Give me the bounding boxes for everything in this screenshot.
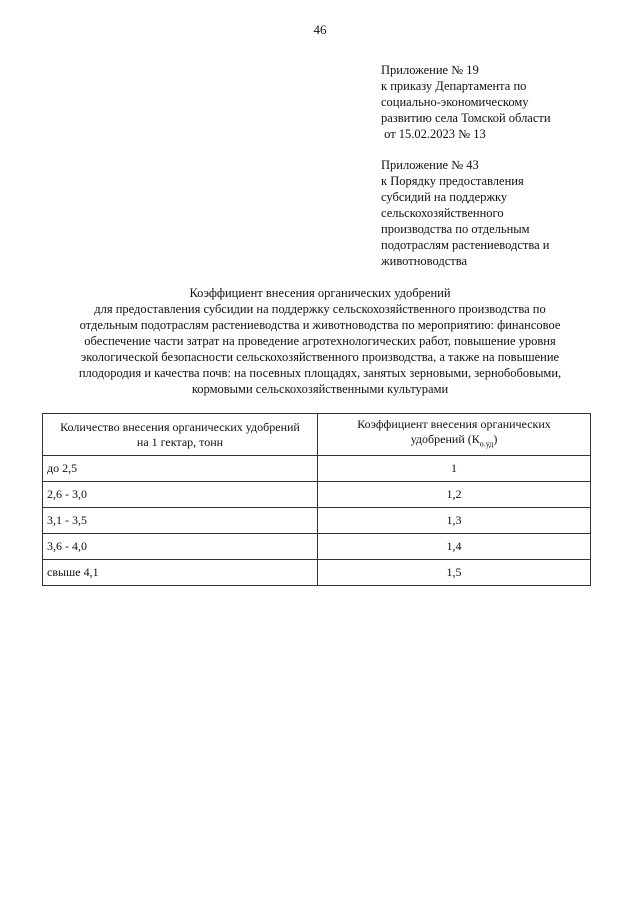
appendix-43-line: субсидий на поддержку <box>381 190 508 204</box>
header-coefficient <box>318 414 591 456</box>
appendix-43-line: подотраслям растениеводства и <box>381 238 550 252</box>
amount-cell: 3,1 - 3,5 <box>43 508 318 534</box>
header-amount <box>43 414 318 456</box>
appendix-19-line: Приложение № 19 <box>381 63 479 77</box>
title-line: обеспечение части затрат на проведение агротехнологических работ, повышение уровня <box>84 334 556 348</box>
appendix-19-line: к приказу Департамента по <box>381 79 527 93</box>
appendix-43-line: к Порядку предоставления <box>381 174 524 188</box>
appendix-19-line: развитию села Томской области <box>381 111 551 125</box>
appendix-43-line: Приложение № 43 <box>381 158 479 172</box>
appendix-43-line: животноводства <box>381 254 467 268</box>
appendix-43-header <box>381 157 621 269</box>
coefficient-table <box>42 413 591 586</box>
header-coef-suffix: ) <box>493 432 498 447</box>
amount-cell: до 2,5 <box>43 456 318 482</box>
title-line: кормовыми сельскохозяйственными культурами <box>191 382 449 396</box>
table-row <box>43 534 591 560</box>
table-row <box>43 456 591 482</box>
appendix-19-line: социально-экономическому <box>381 95 529 109</box>
appendix-19-line: от 15.02.2023 № 13 <box>381 127 486 141</box>
header-coef-subscript: о.уд <box>479 439 494 449</box>
coefficient-cell: 1,4 <box>318 534 591 560</box>
document-title <box>20 285 620 397</box>
table-row <box>43 482 591 508</box>
appendix-19-header <box>381 62 621 142</box>
title-line: отдельным подотраслям растениеводства и животноводства по мероприятию: финансовое <box>79 318 561 332</box>
table-row <box>43 508 591 534</box>
amount-cell: 2,6 - 3,0 <box>43 482 318 508</box>
title-line: плодородия и качества почв: на посевных площадях, занятых зерновыми, зернобобовыми, <box>78 366 562 380</box>
page-number: 46 <box>313 22 327 37</box>
amount-cell: свыше 4,1 <box>43 560 318 586</box>
title-line: экологической безопасности сельскохозяйственного производства, а также на повышение <box>80 350 560 364</box>
amount-cell: 3,6 - 4,0 <box>43 534 318 560</box>
title-line: для предоставления субсидии на поддержку сельскохозяйственного производства по <box>94 302 546 316</box>
table-row <box>43 560 591 586</box>
appendix-43-line: сельскохозяйственного <box>381 206 504 220</box>
header-coef-line1: Коэффициент внесения органических <box>357 417 551 432</box>
header-amount-line1: Количество внесения органических удобрений <box>60 419 300 434</box>
coefficient-cell: 1,2 <box>318 482 591 508</box>
coefficient-cell: 1 <box>318 456 591 482</box>
header-coef-prefix: удобрений (К <box>410 432 480 447</box>
coefficient-cell: 1,5 <box>318 560 591 586</box>
appendix-43-line: производства по отдельным <box>381 222 530 236</box>
table-header-row <box>43 414 591 456</box>
coefficient-cell: 1,3 <box>318 508 591 534</box>
title-line: Коэффициент внесения органических удобрений <box>189 286 451 300</box>
header-amount-line2: на 1 гектар, тонн <box>136 434 224 449</box>
